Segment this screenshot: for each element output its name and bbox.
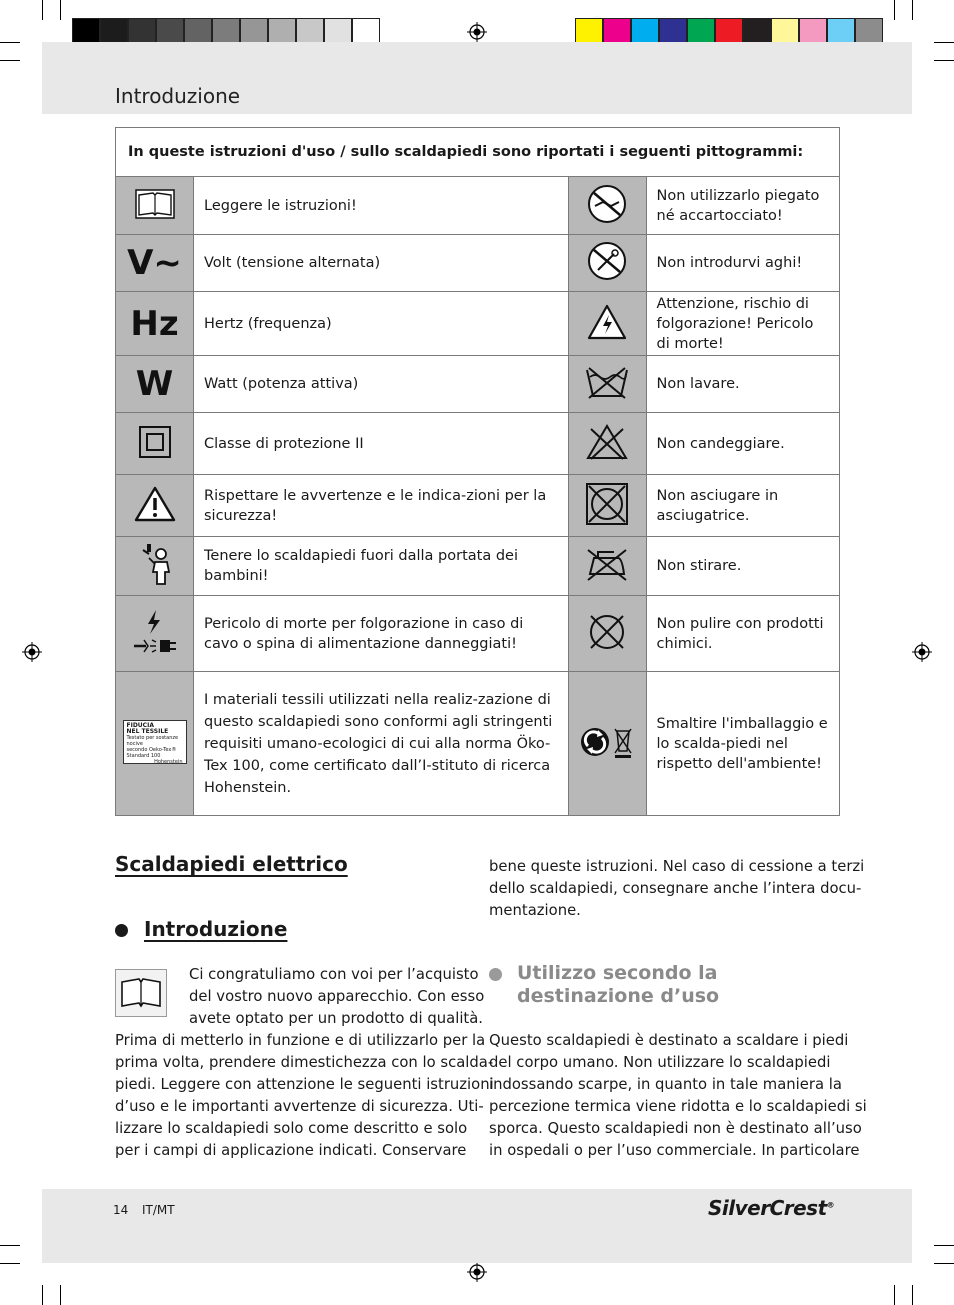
book-icon-box <box>115 969 167 1017</box>
pictogram-description: Non candeggiare. <box>646 413 839 475</box>
text-line: indossando scarpe, in quanto in tale maniera la <box>489 1076 842 1093</box>
body-paragraph <box>115 1030 494 1162</box>
table-header-row <box>116 128 840 177</box>
text-line: prima volta, prendere dimestichezza con lo scalda- <box>115 1054 494 1071</box>
icon-cell <box>568 356 646 413</box>
text-line: in ospedali o per l’uso commerciale. In particolare <box>489 1142 860 1159</box>
table-row <box>116 235 840 292</box>
electric-hazard-icon <box>586 303 628 341</box>
no-fold-icon <box>586 183 628 225</box>
oeko-label-line: NEL TESSILE <box>126 728 169 735</box>
pictogram-description: Volt (tensione alternata) <box>194 235 569 292</box>
page-header-title: Introduzione <box>115 84 241 108</box>
icon-cell <box>116 672 194 816</box>
text-line: per i campi di applicazione indicati. Conservare <box>115 1142 467 1159</box>
icon-cell <box>116 537 194 596</box>
icon-cell <box>568 292 646 356</box>
text-line: dello scaldapiedi, consegnare anche l’intera docu- <box>489 880 862 897</box>
book-icon <box>135 189 175 219</box>
warning-icon <box>133 485 177 523</box>
no-wash-icon <box>584 364 630 400</box>
pictogram-description: Non utilizzarlo piegato né accartocciato! <box>646 177 839 235</box>
text-line: Ci congratuliamo con voi per l’acquisto <box>189 966 479 983</box>
brand-name: SilverCrest <box>708 1196 827 1220</box>
pictogram-description: Non asciugare in asciugatrice. <box>646 475 839 537</box>
oeko-label-line: FIDUCIA <box>126 722 154 729</box>
table-row <box>116 177 840 235</box>
pictogram-description: Tenere lo scaldapiedi fuori dalla portata dei bambini! <box>194 537 569 596</box>
oeko-label-line: Testato per sostanze nocive <box>126 735 179 747</box>
icon-cell <box>568 672 646 816</box>
pictogram-description: Rispettare le avvertenze e le indica-zioni per la sicurezza! <box>194 475 569 537</box>
page-number: 14 <box>113 1203 129 1217</box>
table-row <box>116 537 840 596</box>
text-line: Questo scaldapiedi è destinato a scaldare i piedi <box>489 1032 849 1049</box>
text-line: sporca. Questo scaldapiedi non è destinato all’uso <box>489 1120 862 1137</box>
no-tumble-dry-icon <box>585 482 629 526</box>
icon-cell <box>568 177 646 235</box>
watt-glyph: W <box>135 364 174 404</box>
text-line: del vostro nuovo apparecchio. Con esso <box>189 988 485 1005</box>
table-row <box>116 475 840 537</box>
table-heading: In queste istruzioni d'uso / sullo scaldapiedi sono riportati i seguenti pittogrammi: <box>116 128 840 177</box>
table-row <box>116 672 840 816</box>
no-needle-icon <box>586 240 628 282</box>
crop-mark <box>894 0 895 20</box>
text-line: piedi. Leggere con attenzione le seguenti istruzioni <box>115 1076 494 1093</box>
brand-logo <box>708 1196 834 1220</box>
registration-mark-icon <box>22 642 42 662</box>
icon-cell <box>116 475 194 537</box>
locale-code: IT/MT <box>142 1203 175 1217</box>
pictogram-table <box>115 127 840 816</box>
no-iron-icon <box>584 546 630 582</box>
pictogram-description: Non pulire con prodotti chimici. <box>646 596 839 672</box>
crop-mark <box>894 1285 895 1305</box>
crop-mark <box>42 1285 43 1305</box>
damaged-plug-icon <box>130 608 180 656</box>
icon-cell <box>116 413 194 475</box>
icon-cell <box>568 537 646 596</box>
crop-mark <box>912 0 913 20</box>
text-line: percezione termica viene ridotta e lo scaldapiedi si <box>489 1098 867 1115</box>
icon-cell <box>568 475 646 537</box>
crop-mark <box>934 1245 954 1246</box>
crop-mark <box>0 1263 20 1264</box>
icon-cell <box>568 235 646 292</box>
text-line: del corpo umano. Non utilizzare lo scaldapiedi <box>489 1054 831 1071</box>
pictogram-description: Smaltire l'imballaggio e lo scalda-piedi nel rispetto dell'ambiente! <box>646 672 839 816</box>
crop-mark <box>60 0 61 20</box>
pictogram-description: Watt (potenza attiva) <box>194 356 569 413</box>
crop-mark <box>934 60 954 61</box>
pictogram-description: Attenzione, rischio di folgorazione! Pericolo di morte! <box>646 292 839 356</box>
crop-mark <box>0 42 20 43</box>
crop-mark <box>934 42 954 43</box>
pictogram-description: Hertz (frequenza) <box>194 292 569 356</box>
crop-mark <box>42 0 43 20</box>
icon-cell <box>116 596 194 672</box>
pictogram-description: Classe di protezione II <box>194 413 569 475</box>
recycle-icon <box>579 725 635 759</box>
text-line: mentazione. <box>489 902 581 919</box>
oeko-tex-label-icon <box>123 720 187 764</box>
book-icon <box>119 976 163 1010</box>
continued-paragraph <box>489 856 864 922</box>
icon-cell <box>116 177 194 235</box>
heading-line: Utilizzo secondo la <box>517 962 718 984</box>
no-dry-clean-icon <box>585 610 629 654</box>
section-title: Scaldapiedi elettrico <box>115 852 348 876</box>
table-row <box>116 413 840 475</box>
protection-class-icon <box>138 425 172 459</box>
pictogram-description: Non stirare. <box>646 537 839 596</box>
crop-mark <box>934 1263 954 1264</box>
child-icon <box>135 542 175 586</box>
volt-glyph: V~ <box>127 243 182 283</box>
table-row <box>116 292 840 356</box>
pictogram-description: Non introdurvi aghi! <box>646 235 839 292</box>
text-line: lizzare lo scaldapiedi solo come descritto e solo <box>115 1120 468 1137</box>
subsection-title-introduzione: Introduzione <box>144 917 288 941</box>
text-line: bene queste istruzioni. Nel caso di cessione a terzi <box>489 858 865 875</box>
oeko-label-line: secondo Oeko-Tex® Standard 100 <box>126 747 177 759</box>
crop-mark <box>60 1285 61 1305</box>
text-line: avete optato per un prodotto di qualità. <box>189 1010 484 1027</box>
pictogram-description: I materiali tessili utilizzati nella realiz-zazione di questo scaldapiedi sono conformi agli stringenti requisiti umano-ecologici di cui alla norma Öko-Tex 100, come certificato dall’I-stituto di ricerca Hohenstein. <box>194 672 569 816</box>
table-row <box>116 596 840 672</box>
icon-cell <box>116 235 194 292</box>
registration-mark-icon <box>467 22 487 42</box>
body-paragraph <box>489 1030 867 1162</box>
pictogram-description: Non lavare. <box>646 356 839 413</box>
table-row <box>116 356 840 413</box>
registration-mark-icon <box>912 642 932 662</box>
icon-cell <box>568 413 646 475</box>
text-line: d’uso e le importanti avvertenze di sicurezza. Uti- <box>115 1098 484 1115</box>
intro-paragraph <box>189 964 484 1030</box>
crop-mark <box>912 1285 913 1305</box>
text-line: Prima di metterlo in funzione e di utilizzarlo per la <box>115 1032 486 1049</box>
bullet-icon <box>115 924 128 937</box>
subsection-title-utilizzo <box>517 962 719 1008</box>
icon-cell <box>116 292 194 356</box>
hertz-glyph: Hz <box>130 303 179 344</box>
crop-mark <box>0 60 20 61</box>
bullet-icon <box>489 968 502 981</box>
registered-mark: ® <box>826 1200 835 1210</box>
icon-cell <box>568 596 646 672</box>
no-bleach-icon <box>585 423 629 461</box>
crop-mark <box>0 1245 20 1246</box>
pictogram-description: Leggere le istruzioni! <box>194 177 569 235</box>
icon-cell <box>116 356 194 413</box>
registration-mark-icon <box>467 1262 487 1282</box>
pictogram-description: Pericolo di morte per folgorazione in caso di cavo o spina di alimentazione danneggiati! <box>194 596 569 672</box>
heading-line: destinazione d’uso <box>517 985 720 1007</box>
oeko-label-line: Hohenstein <box>154 759 183 765</box>
